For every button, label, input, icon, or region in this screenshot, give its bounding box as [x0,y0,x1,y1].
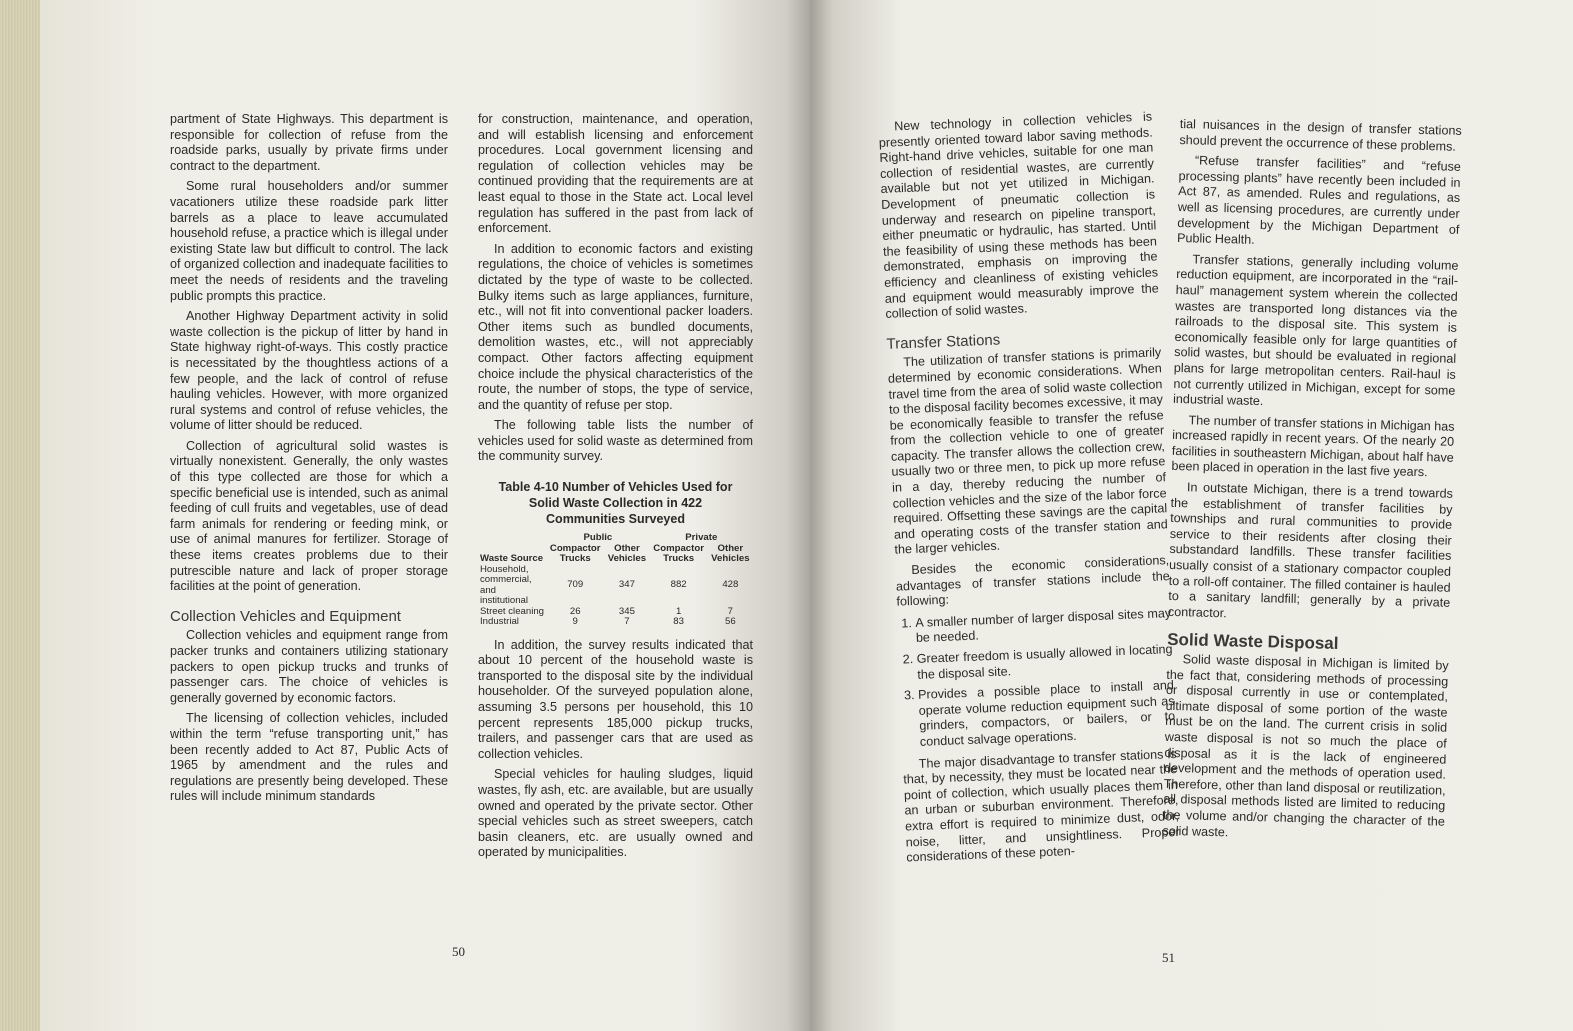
paragraph: The utilization of transfer stations is primarily determined by economic considerations. When travel time from the area of solid waste collection to the disposal facility becomes excessive, it may be economically feasible to transfer the refuse from the collection vehicle to one of greater capacity. The transfer allows the collection crew, usually two or three men, to pick up more refuse in a day, thereby reducing the number of collection vehicles and the size of the labor force required. Offsetting these savings are the capital and operating costs of the transfer station and the larger vehicles. [887,345,1168,558]
paragraph: Collection vehicles and equipment range from packer trunks and containers utilizing stationary packers to open pickup trucks and trunks of passenger cars. The choice of vehicles is generally governed by economic factors. [170,628,448,705]
paragraph: Collection of agricultural solid wastes is virtually nonexistent. Generally, the only wastes of this type collected are those for which a specific beneficial use is intended, such as animal feeding of cull fruits and vegetables, use of dead farm animals for rendering or feeding mink, or use of animal manures for fertilizer. Storage of these items creates problems due to their putrescible nature and lack of proper storage facilities at the point of generation. [170,438,448,594]
paragraph: “Refuse transfer facilities” and “refuse processing plants” have recently been included in Act 87, as amended. Rules and regulations, as well as licensing procedures, are currently under development by the Michigan Department of Public Health. [1176,153,1462,248]
table-cell: 709 [567,579,584,591]
table-cell: 1 [675,605,682,617]
paragraph: Solid waste disposal in Michigan is limited by the fact that, considering methods of processing or disposal currently in use or contemplated, ultimate disposal of some portion of the waste must be on the land. The current crisis in solid waste disposal is not so much the place of disposal as it is the lack of engineered development and the methods of operation used. Therefore, other than land disposal or reutilization, all disposal methods listed are limited to reducing the volume and/or changing the character of the solid waste. [1162,652,1449,839]
right-column-1 [878,109,1181,871]
advantages-list [897,606,1176,751]
book-page-edges [0,0,40,1031]
paragraph: The number of transfer stations in Michigan has increased rapidly in recent years. Of the nearly 20 facilities in southeastern Michigan, about half have been placed in operation in the last five years. [1171,412,1455,480]
paragraph: partment of State Highways. This department is responsible for collection of refuse from the roadside parks, usually by private firms under contract to the department. [170,112,448,173]
table-cell: 26 [569,605,581,617]
group-header-private: Private [685,532,718,544]
column-header-other: Other Vehicles [607,542,647,565]
table-row [478,607,753,618]
list-item: 2. Greater freedom is usually allowed in locating the disposal site. [916,642,1173,683]
column-header-other: Other Vehicles [711,542,750,565]
paragraph: Besides the economic considerations, advantages of transfer stations include the following: [895,553,1170,609]
table-cell: 882 [670,579,687,591]
table-cell: 7 [727,605,733,617]
section-heading-transfer-stations: Transfer Stations [886,331,1001,353]
section-heading-collection-vehicles: Collection Vehicles and Equipment [170,607,401,625]
column-header-compactor: Compactor Trucks [653,542,704,565]
paragraph: The major disadvantage to transfer stations is that, by necessity, they must be located near the point of collection, which usually places them in an urban or suburban environment. Therefore, extra effort is required to minimize dust, odor, noise, litter, and unsightliness. Proper considerations of these poten- [903,746,1180,865]
page-number-right: 51 [1162,950,1175,965]
table-cell: Street cleaning [480,605,544,617]
table-cell: Household, commercial, and institutional [480,563,532,607]
section-heading-solid-waste-disposal: Solid Waste Disposal [1166,630,1339,654]
table-cell: 7 [624,616,630,628]
paragraph: The following table lists the number of vehicles used for solid waste as determined from the community survey. [478,418,753,464]
table-cell: Industrial [480,616,519,628]
table-cell: 428 [722,579,739,591]
list-item: 3. Provides a possible place to install and operate volume reduction equipment such as grinders, compactors, or bailers, or to conduct salvage operations. [918,678,1176,750]
right-column-2 [1162,117,1462,851]
paragraph: for construction, maintenance, and operation, and will establish licensing and enforcement procedures. Local government licensing and regulation of collection vehicles may be continued providing that the requirements are at least equal to those in the State act. Local level regulation has suffered in the past from lack of enforcement. [478,112,753,236]
left-column-1 [170,112,448,810]
paragraph: Some rural householders and/or summer vacationers utilize these roadside park litter barrels as a place to leave accumulated household refuse, a practice which is illegal under existing State law but difficult to control. The lack of organized collection and inadequate facilities to meet the needs of residents and the traveling public prompts this practice. [170,179,448,303]
table-cell: 56 [725,616,736,628]
table-cell: 9 [572,616,578,628]
paragraph: Another Highway Department activity in solid waste collection is the pickup of litter by hand in State highway right-of-ways. This costly practice is necessitated by the thoughtless actions of a few people, and the lack of control of refuse hauling vehicles. However, with more organized rural systems and control of refuse vehicles, the volume of litter should be reduced. [170,309,448,433]
paragraph: In outstate Michigan, there is a trend towards the establishment of transfer facilities by townships and rural communities to provide service to their residents after closing their substandard landfills. These transfer facilities usually consist of a stationary compactor coupled to a roll-off container. The filled container is hauled to a sanitary landfill; generally by a private contractor. [1167,480,1454,621]
paragraph: The licensing of collection vehicles, included within the term “refuse transporting unit,” has been recently added to Act 87, Public Acts of 1965 by amendment and the rules and regulations are presently being developed. These rules will include minimum standards [170,711,448,804]
column-header-compactor: Compactor Trucks [549,542,601,565]
table-cell: 345 [618,605,635,617]
paragraph: In addition to economic factors and existing regulations, the choice of vehicles is sometimes dictated by the type of waste to be collected. Bulky items such as large appliances, furniture, etc., will not fit into conventional packer loaders. Other items such as bundled documents, demolition wastes, etc., will not appreciably compact. Other factors affecting equipment choice include the physical characteristics of the route, the number of stops, the type of service, and the quantity of refuse per stop. [478,241,753,412]
table-row [478,565,753,607]
paragraph: New technology in collection vehicles is presently oriented toward labor saving methods. Right-hand drive vehicles, suitable for one man collection of residential wastes, are currently available but not yet utilized in Michigan. Development of pneumatic collection is underway and research on pipeline transport, either pneumatic or hydraulic, has started. Until the feasibility of using these methods has been demonstrated, emphasis on improving the efficiency and cleanliness of existing vehicles and equipment would measurably improve the collection of solid wastes. [878,109,1159,321]
paragraph: Special vehicles for hauling sludges, liquid wastes, fly ash, etc. are available, but are usually owned and operated by the private sector. Other special vehicles such as street sweepers, catch basin cleaners, etc. are usually owned and operated by municipalities. [478,767,753,860]
list-item: 1. A smaller number of larger disposal sites may be needed. [915,606,1172,647]
page-number-left: 50 [452,944,465,959]
group-header-public: Public [583,532,613,544]
left-column-2 [478,112,753,866]
table-cell: 83 [673,616,684,628]
column-header-waste-source: Waste Source [480,553,544,565]
vehicles-table [478,533,753,628]
paragraph: In addition, the survey results indicated that about 10 percent of the household waste is transported to the disposal site by the individual householder. Of the surveyed population alone, assuming 3.5 persons per household, this 10 percent represents 185,000 pickup trucks, trailers, and passenger cars that are used as collection vehicles. [478,637,753,761]
paragraph: tial nuisances in the design of transfer stations should prevent the occurrence of these problems. [1179,117,1462,154]
table-title: Table 4-10 Number of Vehicles Used for Solid Waste Collection in 422 Communities Surveyed [498,480,733,527]
table-row [478,617,753,628]
table-cell: 347 [618,579,635,591]
paragraph: Transfer stations, generally including volume reduction equipment, are incorporated in the “rail-haul” management system wherein the collected wastes are transported long distances via the railroads to the disposal site. This system is economically feasible only for large quantities of solid wastes, but should be evaluated in regional plans for large metropolitan centers. Rail-haul is not currently utilized in Michigan, except for some industrial waste. [1172,252,1459,409]
